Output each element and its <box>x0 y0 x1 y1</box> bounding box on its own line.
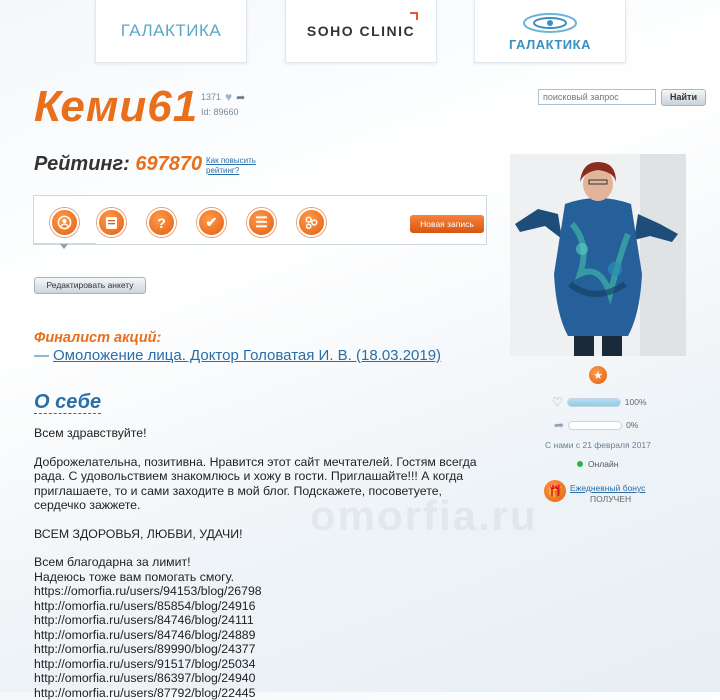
search-button[interactable]: Найти <box>661 89 706 106</box>
blog-link: http://omorfia.ru/users/86397/blog/24940 <box>34 671 494 686</box>
member-since: С нами с 21 февраля 2017 <box>545 440 651 450</box>
likes-bar <box>567 398 621 407</box>
thanks-line: Надеюсь тоже вам помогать смогу. <box>34 570 494 585</box>
shares-bar <box>568 421 622 430</box>
heart-outline-icon: ♡ <box>552 395 563 409</box>
about-wishes: ВСЕМ ЗДОРОВЬЯ, ЛЮБВИ, УДАЧИ! <box>34 527 494 542</box>
finalist-item <box>34 347 441 364</box>
shares-pct: 0% <box>626 420 638 430</box>
blog-link: http://omorfia.ru/users/84746/blog/24889 <box>34 628 494 643</box>
rating-label: Рейтинг: <box>34 153 130 175</box>
banner-label: ГАЛАКТИКА <box>509 37 591 52</box>
banner-label: ГАЛАКТИКА <box>121 21 222 41</box>
check-icon[interactable]: ✔ <box>197 208 226 237</box>
about-paragraph: Доброжелательна, позитивна. Нравится этот сайт мечтателей. Гостям всегда рада. С удовольствием знакомлюсь и хожу в гости. Приглашайте!!! А когда приглашаете, то и сами заходите в мой блог. Подскажете, посоветуете, сердечко зажжете. <box>34 455 494 513</box>
rating <box>34 153 202 176</box>
banner-galaktika-1[interactable] <box>95 0 247 63</box>
connections-icon[interactable] <box>297 208 326 237</box>
likes-stat <box>552 395 647 409</box>
about-greeting: Всем здравствуйте! <box>34 426 494 441</box>
online-dot-icon <box>577 461 583 467</box>
profile-icon[interactable] <box>50 208 79 237</box>
soho-logo-mark <box>410 12 418 20</box>
finalist-link[interactable]: Омоложение лица. Доктор Головатая И. В. (18.03.2019) <box>53 347 441 364</box>
heart-icon[interactable]: ♥ <box>225 90 232 104</box>
active-tab-caret <box>60 244 68 249</box>
blog-link: http://omorfia.ru/users/91517/blog/25034 <box>34 657 494 672</box>
banner-soho-clinic[interactable] <box>285 0 437 63</box>
likes-bar-fill <box>568 399 620 406</box>
gift-icon[interactable]: 🎁 <box>544 480 566 502</box>
edit-profile-button[interactable]: Редактировать анкету <box>34 277 146 294</box>
finalist-dash: — <box>34 347 49 364</box>
username: Кеми61 <box>34 82 198 132</box>
watermark: omorfia.ru <box>310 492 538 540</box>
user-id: Id: 89660 <box>201 107 239 117</box>
new-post-button[interactable]: Новая запись <box>410 215 484 233</box>
galaxy-logo-icon <box>519 11 581 35</box>
thanks-line: Всем благодарна за лимит! <box>34 555 494 570</box>
blog-link: http://omorfia.ru/users/85854/blog/24916 <box>34 599 494 614</box>
profile-photo-image <box>510 154 686 356</box>
likes-pct: 100% <box>625 397 647 407</box>
blog-link: https://omorfia.ru/users/94153/blog/26798 <box>34 584 494 599</box>
online-label: Онлайн <box>588 459 618 469</box>
profile-photo[interactable] <box>510 154 686 356</box>
rating-value: 697870 <box>135 153 202 175</box>
notes-icon[interactable] <box>97 208 126 237</box>
blog-link: http://omorfia.ru/users/87792/blog/22445 <box>34 686 494 700</box>
question-icon[interactable]: ? <box>147 208 176 237</box>
about-title: О себе <box>34 391 101 414</box>
likes-count: 1371 <box>201 92 221 102</box>
finalist-title: Финалист акций: <box>34 330 161 346</box>
about-text <box>34 426 494 700</box>
bonus-status: ПОЛУЧЕН <box>590 494 631 504</box>
how-to-increase-link[interactable]: Как повысить рейтинг? <box>206 156 276 176</box>
shares-stat <box>554 418 638 432</box>
blog-link: http://omorfia.ru/users/84746/blog/24111 <box>34 613 494 628</box>
daily-bonus-link[interactable]: Ежедневный бонус <box>570 483 645 493</box>
star-badge-icon[interactable]: ★ <box>589 366 607 384</box>
about-links <box>34 555 494 700</box>
share-arrow-icon: ➦ <box>554 418 564 432</box>
banner-label: SOHO CLINIC <box>307 23 415 39</box>
menu-icon[interactable]: ☰ <box>247 208 276 237</box>
search-input[interactable] <box>538 89 656 105</box>
blog-link: http://omorfia.ru/users/89990/blog/24377 <box>34 642 494 657</box>
banner-galaktika-2[interactable] <box>474 0 626 63</box>
online-status <box>577 459 618 469</box>
profile-meta <box>201 90 245 104</box>
share-icon[interactable]: ➦ <box>236 91 245 104</box>
